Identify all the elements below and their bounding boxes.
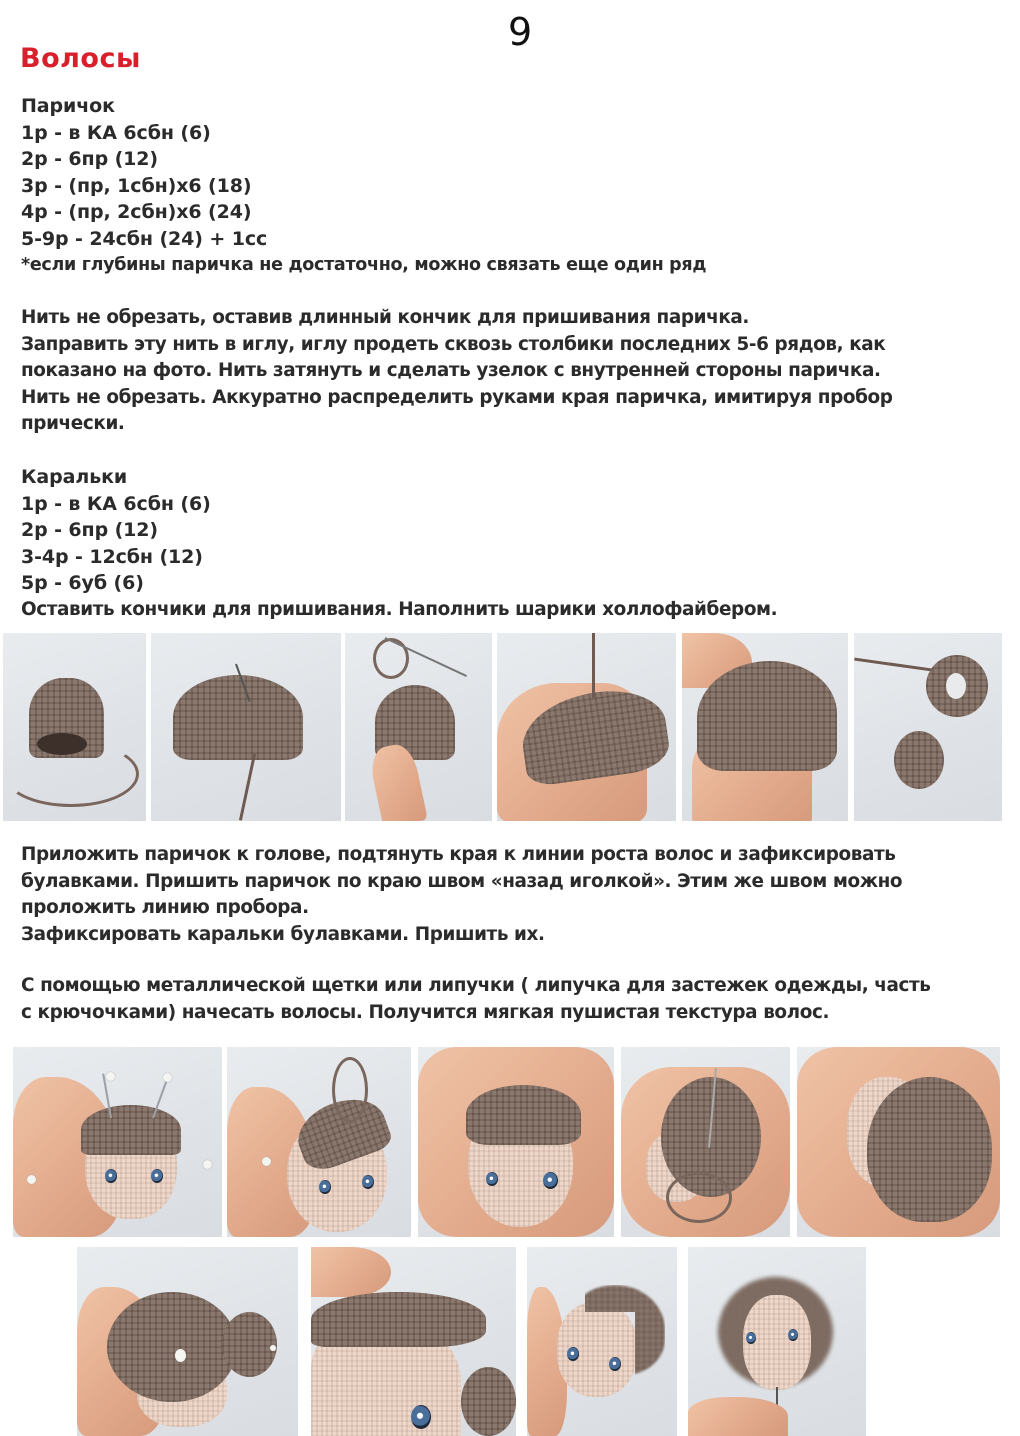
pin-head	[163, 1073, 172, 1082]
yarn-strand	[239, 753, 256, 820]
wig-pattern	[21, 93, 706, 279]
finger	[311, 1247, 391, 1297]
wig-cap-shape	[173, 675, 303, 760]
wig-shape	[107, 1292, 237, 1402]
wig-row-1: 1р - в КА 6сбн (6)	[21, 121, 211, 144]
wig-shape	[867, 1077, 992, 1222]
photo-wig-cap-yarn-tail	[3, 633, 146, 821]
photo-wig-cap-needle	[151, 633, 341, 821]
doll-eye-icon	[151, 1169, 163, 1183]
page-number: 9	[508, 10, 533, 54]
wig-row-4: 4р - (пр, 2сбн)х6 (24)	[21, 201, 252, 223]
hand	[688, 1397, 788, 1436]
photo-wig-pinned-to-head	[13, 1047, 222, 1237]
pin-head	[270, 1345, 276, 1351]
wig-row-5: 5-9р - 24сбн (24) + 1сс	[21, 227, 268, 250]
wig-instruction-line-3: показано на фото. Нить затянуть и сделать узелок с внутренней стороны паричка.	[21, 360, 881, 381]
bun-closed	[894, 731, 944, 789]
brush-instruction-line-2: с крючочками) начесать волосы. Получится мягкая пушистая текстура волос.	[21, 1001, 830, 1023]
brush-instruction-line-1: С помощью металлической щетки или липучки ( липучка для застежек одежды, часть	[21, 975, 931, 996]
photo-finished-fluffy-hair	[688, 1247, 866, 1436]
doll-eye-icon	[788, 1329, 798, 1341]
pin-head	[203, 1160, 212, 1169]
pin-head	[175, 1349, 186, 1362]
attach-instructions	[21, 842, 902, 948]
wig-cap-shape	[697, 661, 837, 771]
bun-shape	[222, 1312, 277, 1377]
doll-eye-icon	[411, 1405, 431, 1429]
buns-pattern	[21, 464, 777, 623]
wig-row-3: 3р - (пр, 1сбн)х6 (18)	[21, 174, 252, 197]
photo-head-with-wig-front	[418, 1047, 614, 1237]
pin-head	[27, 1175, 36, 1184]
wig-row-2: 2р - 6пр (12)	[21, 148, 159, 170]
pin-head	[262, 1157, 271, 1166]
wig-note: *если глубины паричка не достаточно, можно связать еще один ряд	[21, 255, 707, 275]
wig-shape	[466, 1085, 581, 1145]
wig-instruction-line-1: Нить не обрезать, оставив длинный кончик для пришивания паричка.	[21, 307, 749, 328]
photo-head-back-sewing	[621, 1047, 790, 1237]
wig-instruction-line-4: Нить не обрезать. Аккуратно распределить руками края паричка, имитируя пробор	[21, 386, 893, 408]
photo-brushed-hair	[527, 1247, 677, 1436]
doll-eye-icon	[362, 1175, 374, 1189]
attach-instruction-line-1: Приложить паричок к голове, подтянуть края к линии роста волос и зафиксировать	[21, 844, 896, 865]
yarn-tail	[3, 741, 139, 807]
doll-eye-icon	[543, 1172, 558, 1189]
photo-head-with-wig-side	[797, 1047, 1000, 1237]
yarn-loops	[666, 1172, 732, 1223]
photo-bun-pinned	[77, 1247, 298, 1436]
photo-wig-cap-edge	[497, 633, 676, 821]
photo-wig-sewn-loops	[227, 1047, 411, 1237]
photo-bun-closeup	[311, 1247, 516, 1436]
photo-wig-cap-on-finger	[682, 633, 848, 821]
buns-row-1: 1р - в КА 6сбн (6)	[21, 492, 211, 515]
wig-instruction-line-5: прически.	[21, 413, 125, 434]
wig-shape	[311, 1292, 486, 1347]
wig-instructions	[21, 305, 893, 438]
yarn-strand	[854, 658, 932, 672]
attach-instruction-line-3: проложить линию пробора.	[21, 897, 309, 918]
wig-instruction-line-2: Заправить эту нить в иглу, иглу продеть сквозь столбики последних 5-6 рядов, как	[21, 333, 886, 355]
wig-heading: Паричок	[21, 95, 115, 117]
doll-eye-icon	[105, 1169, 117, 1183]
yarn-loops	[332, 1057, 368, 1123]
attach-instruction-line-2: булавками. Пришить паричок по краю швом «назад иголкой». Этим же швом можно	[21, 870, 903, 892]
buns-note: Оставить кончики для пришивания. Наполнить шарики холлофайбером.	[21, 598, 778, 620]
bun-opening	[946, 673, 966, 699]
doll-eye-icon	[319, 1180, 331, 1194]
buns-row-4: 5р - 6уб (6)	[21, 572, 144, 594]
buns-row-2: 2р - 6пр (12)	[21, 519, 159, 541]
attach-instruction-line-4: Зафиксировать каральки булавками. Пришить их.	[21, 923, 545, 945]
section-title: Волосы	[20, 43, 141, 74]
doll-eye-icon	[486, 1172, 498, 1186]
buns-row-3: 3-4р - 12сбн (12)	[21, 545, 203, 568]
buns-heading: Каральки	[21, 466, 128, 488]
photo-wig-cap-threading	[345, 633, 492, 821]
bun-shape	[461, 1367, 516, 1436]
doll-eye-icon	[567, 1347, 579, 1361]
brush-instructions	[21, 973, 931, 1026]
yarn-strand	[592, 633, 595, 698]
pin-head	[106, 1072, 115, 1081]
photo-two-buns	[854, 633, 1002, 821]
yarn-loop	[373, 638, 409, 679]
doll-eye-icon	[746, 1332, 756, 1344]
wig-shape	[81, 1105, 181, 1155]
doll-eye-icon	[609, 1357, 621, 1371]
